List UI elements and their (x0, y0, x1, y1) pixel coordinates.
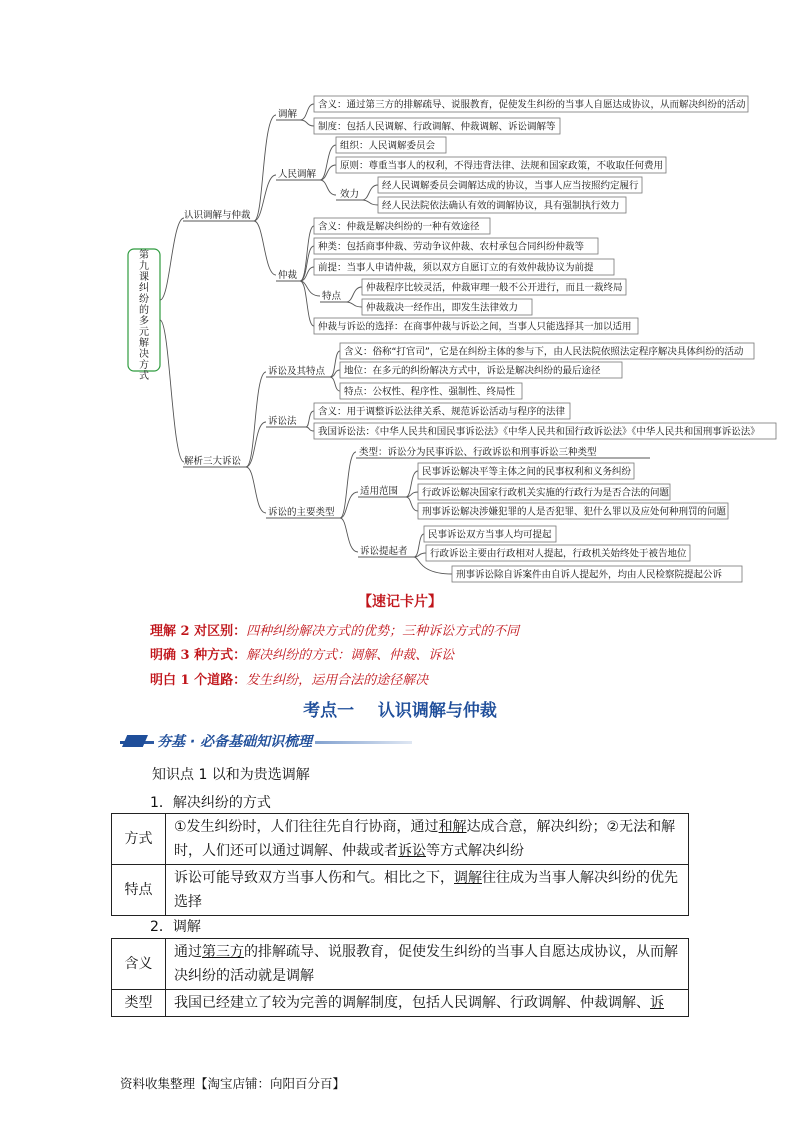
leaf-init-3: 刑事诉讼除自诉案件由自诉人提起外，均由人民检察院提起公诉 (456, 569, 723, 581)
leaf-init-2: 行政诉讼主要由行政相对人提起，行政机关始终处于被告地位 (430, 548, 687, 560)
table-cell: 通过第三方的排解疏导、说服教育，促使发生纠纷的当事人自愿达成协议，从而解决纠纷的活动就是调解 (166, 939, 689, 990)
table-head-cell: 类型 (112, 990, 166, 1017)
table-cell: 我国已经建立了较为完善的调解制度，包括人民调解、行政调解、仲裁调解、诉 (166, 990, 689, 1017)
node-effect: 效力 (340, 189, 360, 200)
quick-card-line-1 (150, 620, 519, 639)
table-head-cell: 方式 (112, 814, 166, 865)
leaf-arbitration-choice: 仲裁与诉讼的选择：在商事仲裁与诉讼之间，当事人只能选择其一加以适用 (318, 321, 632, 333)
quick-card-value: 解决纠纷的方式：调解、仲裁、诉讼 (246, 648, 455, 663)
node-scope: 适用范围 (360, 486, 399, 497)
node-lit-feature: 诉讼及其特点 (268, 366, 326, 377)
quick-card-value: 发生纠纷，运用合法的途径解决 (246, 673, 429, 688)
leaf-scope-3: 刑事诉讼解决涉嫌犯罪的人是否犯罪、犯什么罪以及应处何种刑罚的问题 (422, 506, 727, 518)
table-head-cell: 特点 (112, 865, 166, 916)
table-cell: 诉讼可能导致双方当事人伤和气。相比之下，调解往往成为当事人解决纠纷的优先选择 (166, 865, 689, 916)
quick-card-line-3 (150, 669, 428, 688)
leaf-init-1: 民事诉讼双方当事人均可提起 (428, 529, 552, 541)
leaf-arbitration-premise: 前提：当事人申请仲裁，须以双方自愿订立的有效仲裁协议为前提 (318, 262, 594, 274)
quick-card-value: 四种纠纷解决方式的优势；三种诉讼方式的不同 (246, 624, 520, 639)
node-people-mediation: 人民调解 (278, 169, 317, 180)
table-methods (111, 813, 689, 916)
quick-card-key: 明确 3 种方式： (150, 648, 247, 663)
table-cell: ①发生纠纷时，人们往往先自行协商，通过和解达成合意，解决纠纷；②无法和解时，人们还可以通过调解、仲裁或者诉讼等方式解决纠纷 (166, 814, 689, 865)
leaf-law-cn: 我国诉讼法：《中华人民共和国民事诉讼法》《中华人民共和国行政诉讼法》《中华人民共和国刑事诉讼法》 (318, 426, 760, 438)
leaf-arbitration-meaning: 含义：仲裁是解决纠纷的一种有效途径 (318, 221, 480, 233)
table-row (112, 865, 689, 916)
node-mediation: 调解 (278, 109, 298, 120)
leaf-effect-1: 经人民调解委员会调解达成的协议，当事人应当按照约定履行 (382, 180, 639, 192)
leaf-feature-1: 仲裁程序比较灵活，仲裁审理一般不公开进行，而且一裁终局 (366, 282, 623, 294)
leaf-mediation-meaning: 含义：通过第三方的排解疏导、说服教育，促使发生纠纷的当事人自愿达成协议，从而解决纠纷的活动 (318, 99, 746, 111)
subheading-2: 2．调解 (150, 919, 201, 935)
leaf-types-type: 类型：诉讼分为民事诉讼、行政诉讼和刑事诉讼三种类型 (359, 447, 597, 458)
leaf-people-principle: 原则：尊重当事人的权利，不得违背法律、法规和国家政策，不收取任何费用 (340, 160, 664, 172)
leaf-lit-meaning: 含义：俗称“打官司”，它是在纠纷主体的参与下，由人民法院依照法定程序解决具体纠纷的活动 (344, 346, 744, 358)
section-title: 考点一 认识调解与仲裁 (303, 701, 497, 721)
table-mediation (111, 938, 689, 1017)
subheading-1: 1．解决纠纷的方式 (150, 795, 271, 811)
banner-bar-icon (122, 735, 148, 747)
quick-card-key: 理解 2 对区别： (150, 624, 247, 639)
leaf-effect-2: 经人民法院依法确认有效的调解协议，具有强制执行效力 (382, 200, 620, 212)
table-row (112, 814, 689, 865)
leaf-scope-1: 民事诉讼解决平等主体之间的民事权利和义务纠纷 (422, 466, 632, 478)
node-mediation-arbitration: 认识调解与仲裁 (184, 210, 251, 221)
quick-card-title: 【速记卡片】 (358, 594, 442, 610)
node-lit-types: 诉讼的主要类型 (268, 507, 335, 518)
leaf-lit-features: 特点：公权性、程序性、强制性、终局性 (344, 386, 516, 398)
table-head-cell: 含义 (112, 939, 166, 990)
node-initiator: 诉讼提起者 (360, 546, 408, 557)
node-lit-law: 诉讼法 (268, 416, 297, 427)
node-feature: 特点 (322, 291, 342, 302)
leaf-law-meaning: 含义：用于调整诉讼法律关系、规范诉讼活动与程序的法律 (318, 406, 566, 418)
leaf-lit-status: 地位：在多元的纠纷解决方式中，诉讼是解决纠纷的最后途径 (344, 365, 601, 377)
table-row (112, 990, 689, 1017)
quick-card-line-2 (150, 644, 454, 663)
knowledge-point-title: 知识点 1 以和为贵选调解 (152, 767, 310, 783)
root-node: 第九课纠纷的多元解决方式 (139, 250, 149, 382)
node-arbitration: 仲裁 (278, 270, 298, 281)
quick-card-key: 明白 1 个道路： (150, 673, 247, 688)
node-litigation: 解析三大诉讼 (184, 456, 242, 467)
section-banner (120, 731, 412, 753)
leaf-arbitration-types: 种类：包括商事仲裁、劳动争议仲裁、农村承包合同纠纷仲裁等 (318, 241, 585, 253)
leaf-people-org: 组织：人民调解委员会 (340, 140, 436, 152)
table-row (112, 939, 689, 990)
leaf-mediation-system: 制度：包括人民调解、行政调解、仲裁调解、诉讼调解等 (318, 121, 556, 133)
footer: 资料收集整理【淘宝店铺：向阳百分百】 (120, 1076, 346, 1091)
leaf-scope-2: 行政诉讼解决国家行政机关实施的行政行为是否合法的问题 (422, 487, 670, 499)
leaf-feature-2: 仲裁裁决一经作出，即发生法律效力 (366, 302, 519, 314)
banner-label: 夯基 · 必备基础知识梳理 (154, 731, 315, 751)
